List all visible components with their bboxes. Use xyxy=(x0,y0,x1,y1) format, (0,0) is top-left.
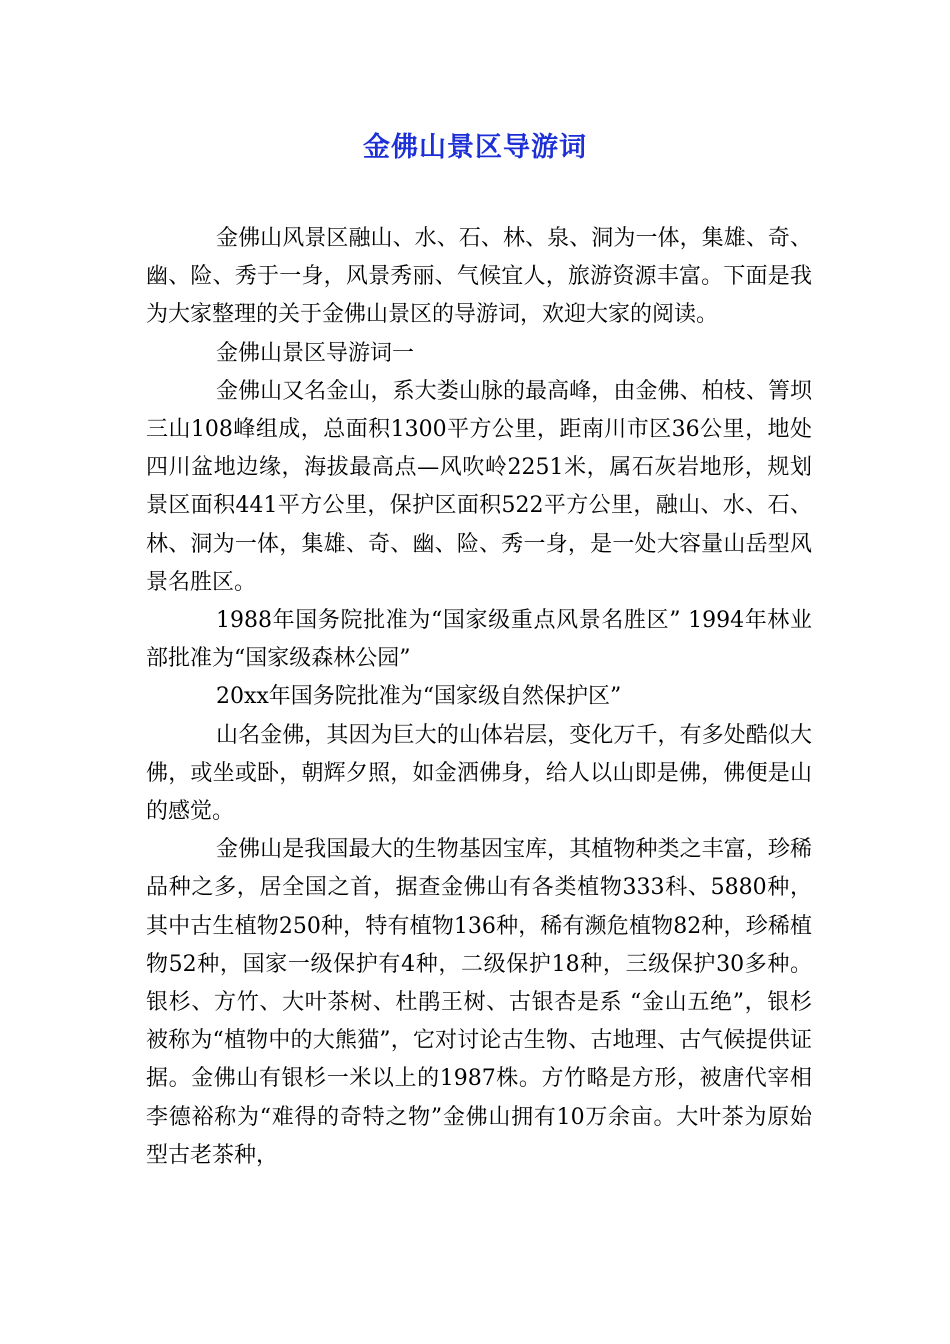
document-title: 金佛山景区导游词 xyxy=(363,132,587,163)
paragraph-approval-1988: 1988年国务院批准为“国家级重点风景名胜区” 1994年林业部批准为“国家级森林公园” xyxy=(146,608,812,672)
paragraph-overview: 金佛山又名金山，系大娄山脉的最高峰，由金佛、柏枝、箐坝三山108峰组成，总面积1300平方公里，距南川市区36公里，地处四川盆地边缘，海拔最高点—风吹岭2251米，属石灰岩地形，规划景区面积441平方公里，保护区面积522平方公里，融山、水、石、林、洞为一体，集雄、奇、幽、险、秀一身，是一处大容量山岳型风景名胜区。 xyxy=(146,378,812,595)
paragraph-intro: 金佛山风景区融山、水、石、林、泉、洞为一体，集雄、奇、幽、险、秀于一身，风景秀丽、气候宜人，旅游资源丰富。下面是我为大家整理的关于金佛山景区的导游词，欢迎大家的阅读。 xyxy=(146,226,812,328)
paragraph-approval-20xx: 20xx年国务院批准为“国家级自然保护区” xyxy=(216,684,622,710)
paragraph-biodiversity: 金佛山是我国最大的生物基因宝库，其植物种类之丰富，珍稀品种之多，居全国之首，据查金佛山有各类植物333科、5880种，其中古生植物250种，特有植物136种，稀有濒危植物82种，珍稀植物52种，国家一级保护有4种，二级保护18种，三级保护30多种。银杉、方竹、大叶茶树、杜鹃王树、古银杏是系 “金山五绝”，银杉被称为“植物中的大熊猫”，它对讨论古生物、古地理、古气候提供证据。金佛山有银杉一米以上的1987株。方竹略是方形，被唐代宰相李德裕称为“难得的奇特之物”金佛山拥有10万余亩。大叶茶为原始型古老茶种， xyxy=(146,837,812,1168)
paragraph-name-origin: 山名金佛，其因为巨大的山体岩层，变化万千，有多处酷似大佛，或坐或卧，朝辉夕照，如金洒佛身，给人以山即是佛，佛便是山的感觉。 xyxy=(146,722,812,825)
document-body xyxy=(146,220,812,1175)
paragraph-section-heading: 金佛山景区导游词一 xyxy=(216,340,415,366)
